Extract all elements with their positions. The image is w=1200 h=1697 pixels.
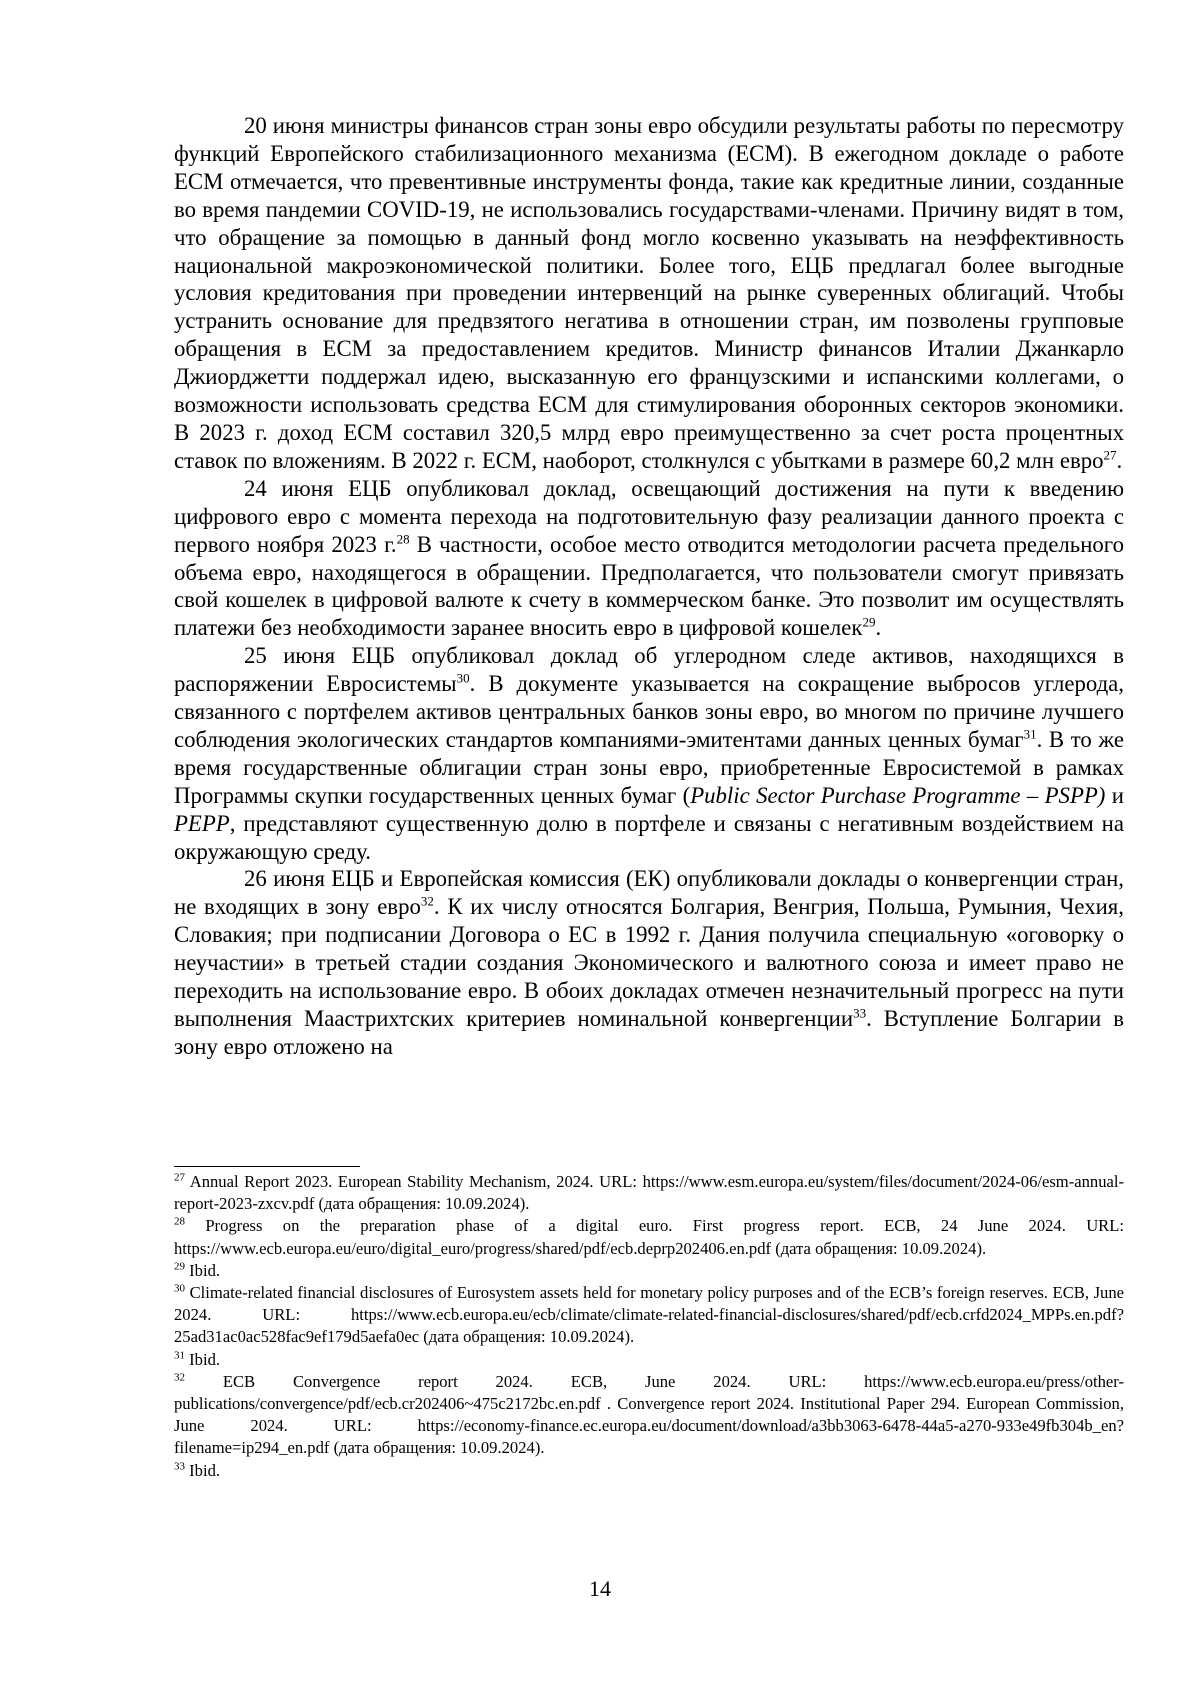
footnote-text: Ibid. <box>185 1349 221 1369</box>
paragraph-2 <box>174 475 1124 642</box>
footnote-ref-29: 29 <box>862 614 876 630</box>
paragraph-text: , представляют существенную долю в портфеле и связаны с негативным воздействием на окружающую среду. <box>174 810 1124 864</box>
paragraph-text: . В то же время государственные облигации стран зоны евро, приобретенные Евросистемой в рамках Программы скупки государственных ценных бумаг ( <box>174 726 1124 808</box>
footnote-number: 31 <box>174 1349 185 1362</box>
footnote-ref-27: 27 <box>1103 447 1117 463</box>
footnote-text: Ibid. <box>185 1260 221 1280</box>
footnote-27 <box>174 1171 1124 1215</box>
paragraph-text: 24 июня ЕЦБ опубликовал доклад, освещающий достижения на пути к введению цифрового евро с момента перехода на подготовительную фазу реализации данного проекта с первого ноября 2023 г. <box>174 475 1124 557</box>
footnote-separator <box>174 1166 360 1167</box>
footnote-ref-32: 32 <box>420 893 434 909</box>
paragraph-1 <box>174 112 1124 475</box>
italic-text: PEPP <box>174 810 230 836</box>
paragraph-text: и <box>1105 782 1125 808</box>
footnote-number: 29 <box>174 1260 185 1273</box>
paragraph-text: . В документе указывается на сокращение выбросов углерода, связанного с портфелем активов центральных банков зоны евро, во многом по причине лучшего соблюдения экологических стандартов компаниями-эмитентами данных ценных бумаг <box>174 671 1124 752</box>
footnote-30 <box>174 1282 1124 1349</box>
footnote-31 <box>174 1349 1124 1371</box>
footnote-28 <box>174 1215 1124 1259</box>
footnote-ref-33: 33 <box>853 1005 867 1021</box>
paragraph-text: . <box>1116 447 1123 473</box>
footnote-32 <box>174 1371 1124 1460</box>
paragraph-text: . Вступление Болгарии в зону евро отложено на <box>174 1006 1124 1059</box>
footnote-text: Ibid. <box>185 1460 221 1480</box>
paragraph-text: . <box>875 615 882 641</box>
paragraph-3 <box>174 642 1124 865</box>
footnote-number: 30 <box>174 1282 185 1295</box>
paragraph-4 <box>174 865 1124 1060</box>
page-number: 14 <box>589 1576 611 1601</box>
footnote-ref-28: 28 <box>396 531 410 546</box>
footnote-text: ECB Convergence report 2024. ECB, June 2024. URL: https://www.ecb.europa.eu/press/other-publications/convergence/pdf/ecb.cr202406~475c2172bc.en.pdf . Convergence report 2024. Institutional Paper 294. European Commission, June 2024. URL: https://economy-finance.ec.europa.eu/document/download/a3bb3063-6478-44a5-a270-933e49fb304b_en?filename=ip294_en.pdf (дата обращения: 10.09.2024). <box>174 1371 1124 1458</box>
footnotes <box>174 1166 1124 1482</box>
paragraph-text: 26 июня ЕЦБ и Европейская комиссия (ЕК) опубликовали доклады о конвергенции стран, не входящих в зону евро <box>174 866 1124 920</box>
main-text <box>174 112 1124 1061</box>
footnote-ref-31: 31 <box>1023 726 1037 742</box>
footnote-number: 32 <box>174 1371 185 1384</box>
footnote-text: Climate-related financial disclosures of Eurosystem assets held for monetary policy purposes and of the ECB’s foreign reserves. ECB, June 2024. URL: https://www.ecb.europa.eu/ecb/climate/climate-related-financial-disclosures/shared/pdf/ecb.crfd2024_MPPs.en.pdf?25ad31ac0ac528fac9ef179d5aefa0ec (дата обращения: 10.09.2024). <box>174 1283 1124 1347</box>
paragraph-text: . К их числу относятся Болгария, Венгрия, Польша, Румыния, Чехия, Словакия; при подписании Договора о ЕС в 1992 г. Дания получила специальную «оговорку о неучастии» в третьей стадии создания Экономического и валютного союза и имеет право не переходить на использование евро. В обоих докладах отмечен незначительный прогресс на пути выполнения Маастрихтских критериев номинальной конвергенции <box>174 894 1124 1031</box>
italic-text: Public Sector Purchase Programme – PSPP) <box>690 782 1106 808</box>
footnote-text: Annual Report 2023. European Stability Mechanism, 2024. URL: https://www.esm.europa.eu/system/files/document/2024-06/esm-annual-report-2023-zxcv.pdf (дата обращения: 10.09.2024). <box>174 1172 1124 1214</box>
paragraph-text: В частности, особое место отводится методологии расчета предельного объема евро, находящегося в обращении. Предполагается, что пользователи смогут привязать свой кошелек в цифровой валюте к счету в коммерческом банке. Это позволит им осуществлять платежи без необходимости заранее вносить евро в цифровой кошелек <box>174 531 1124 641</box>
paragraph-text: 20 июня министры финансов стран зоны евро обсудили результаты работы по пересмотру функций Европейского стабилизационного механизма (ЕСМ). В ежегодном докладе о работе ЕСМ отмечается, что превентивные инструменты фонда, такие как кредитные линии, созданные во время пандемии COVID-19, не использовались государствами-членами. Причину видят в том, что обращение за помощью в данный фонд могло косвенно указывать на неэффективность национальной макроэкономической политики. Более того, ЕЦБ предлагал более выгодные условия кредитования при проведении интервенций на рынке суверенных облигаций. Чтобы устранить основание для предвзятого негатива в отношении стран, им позволены групповые обращения в ЕСМ за предоставлением кредитов. Министр финансов Италии Джанкарло Джиорджетти поддержал идею, высказанную его французскими и испанскими коллегами, о возможности использовать средства ЕСМ для стимулирования оборонных секторов экономики. В 2023 г. доход ЕСМ составил 320,5 млрд евро преимущественно за счет роста процентных ставок по вложениям. В 2022 г. ЕСМ, наоборот, столкнулся с убытками в размере 60,2 млн евро <box>174 113 1124 473</box>
footnote-number: 27 <box>174 1171 185 1184</box>
footnote-ref-30: 30 <box>456 670 470 686</box>
footnote-text: Progress on the preparation phase of a digital euro. First progress report. ECB, 24 June 2024. URL: https://www.ecb.europa.eu/euro/digital_euro/progress/shared/pdf/ecb.deprp202406.en.pdf (дата обращения: 10.09.2024). <box>174 1216 1124 1258</box>
footnote-number: 28 <box>174 1215 185 1228</box>
footnote-33 <box>174 1460 1124 1482</box>
paragraph-text: 25 июня ЕЦБ опубликовал доклад об углеродном следе активов, находящихся в распоряжении Евросистемы <box>174 643 1124 697</box>
footnote-list <box>174 1171 1124 1482</box>
footnote-29 <box>174 1260 1124 1282</box>
footnote-number: 33 <box>174 1460 185 1473</box>
